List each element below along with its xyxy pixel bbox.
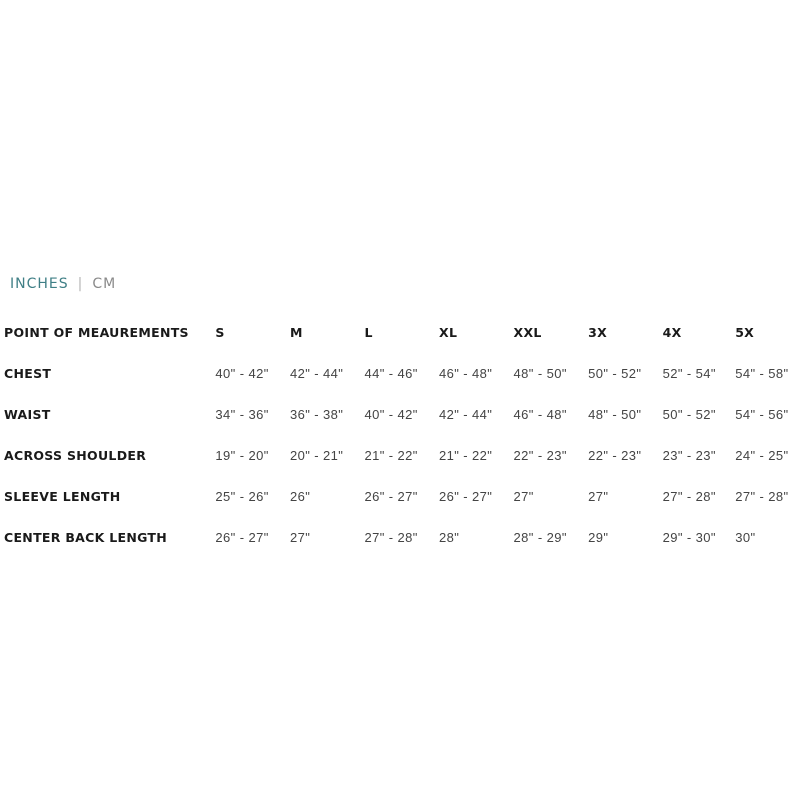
table-cell: 40" - 42" — [364, 407, 418, 422]
column-header-size: L — [364, 325, 373, 340]
table-cell: 26" - 27" — [364, 489, 418, 504]
table-row — [4, 476, 800, 517]
table-row — [4, 517, 800, 558]
table-cell: 48" - 50" — [588, 407, 642, 422]
column-header-size: M — [289, 325, 303, 340]
table-cell: 52" - 54" — [662, 366, 716, 381]
table-cell: 28" — [439, 530, 460, 545]
column-header-size: 5X — [735, 325, 755, 340]
table-cell: 26" — [289, 489, 311, 504]
table-cell: 22" - 23" — [588, 448, 642, 463]
unit-toggle-cm[interactable]: CM — [92, 276, 117, 292]
table-row — [4, 435, 800, 476]
column-header-size: XXL — [513, 325, 542, 340]
table-cell: 27" — [289, 530, 311, 545]
unit-toggle-separator: | — [77, 276, 84, 292]
table-cell: 23" - 23" — [662, 448, 716, 463]
table-cell: 46" - 48" — [513, 407, 567, 422]
table-cell: 19" - 20" — [215, 448, 269, 463]
column-header-measurement: POINT OF MEAUREMENTS — [4, 325, 189, 340]
table-cell: 50" - 52" — [662, 407, 716, 422]
table-cell: 22" - 23" — [513, 448, 567, 463]
table-cell: 26" - 27" — [215, 530, 269, 545]
unit-toggle — [10, 276, 116, 292]
row-label: ACROSS SHOULDER — [4, 448, 147, 463]
table-cell: 21" - 22" — [364, 448, 418, 463]
column-header-size: S — [215, 325, 225, 340]
size-chart-table — [4, 312, 800, 558]
table-cell: 46" - 48" — [439, 366, 493, 381]
table-cell: 50" - 52" — [588, 366, 642, 381]
row-label: CHEST — [4, 366, 52, 381]
table-cell: 20" - 21" — [289, 448, 344, 463]
table-header-row — [4, 312, 800, 353]
table-row — [4, 394, 800, 435]
table-row — [4, 353, 800, 394]
row-label: SLEEVE LENGTH — [4, 489, 121, 504]
table-cell: 21" - 22" — [439, 448, 493, 463]
table-cell: 27" — [588, 489, 609, 504]
table-cell: 24" - 25" — [735, 448, 789, 463]
table-cell: 44" - 46" — [364, 366, 418, 381]
unit-toggle-inches[interactable]: INCHES — [10, 276, 69, 292]
row-label: CENTER BACK LENGTH — [4, 530, 168, 545]
table-cell: 27" — [513, 489, 534, 504]
table-cell: 36" - 38" — [289, 407, 344, 422]
table-cell: 48" - 50" — [513, 366, 567, 381]
table-cell: 30" — [735, 530, 756, 545]
table-cell: 25" - 26" — [215, 489, 269, 504]
table-cell: 29" — [588, 530, 609, 545]
table-cell: 42" - 44" — [289, 366, 344, 381]
table-cell: 42" - 44" — [439, 407, 493, 422]
table-cell: 40" - 42" — [215, 366, 269, 381]
table-cell: 27" - 28" — [662, 489, 716, 504]
table-cell: 27" - 28" — [735, 489, 789, 504]
table-cell: 34" - 36" — [215, 407, 269, 422]
column-header-size: 4X — [662, 325, 682, 340]
column-header-size: XL — [439, 325, 458, 340]
table-cell: 54" - 56" — [735, 407, 789, 422]
table-cell: 54" - 58" — [735, 366, 789, 381]
table-cell: 29" - 30" — [662, 530, 716, 545]
row-label: WAIST — [4, 407, 51, 422]
table-cell: 28" - 29" — [513, 530, 567, 545]
table-cell: 26" - 27" — [439, 489, 493, 504]
table-cell: 27" - 28" — [364, 530, 418, 545]
column-header-size: 3X — [588, 325, 608, 340]
